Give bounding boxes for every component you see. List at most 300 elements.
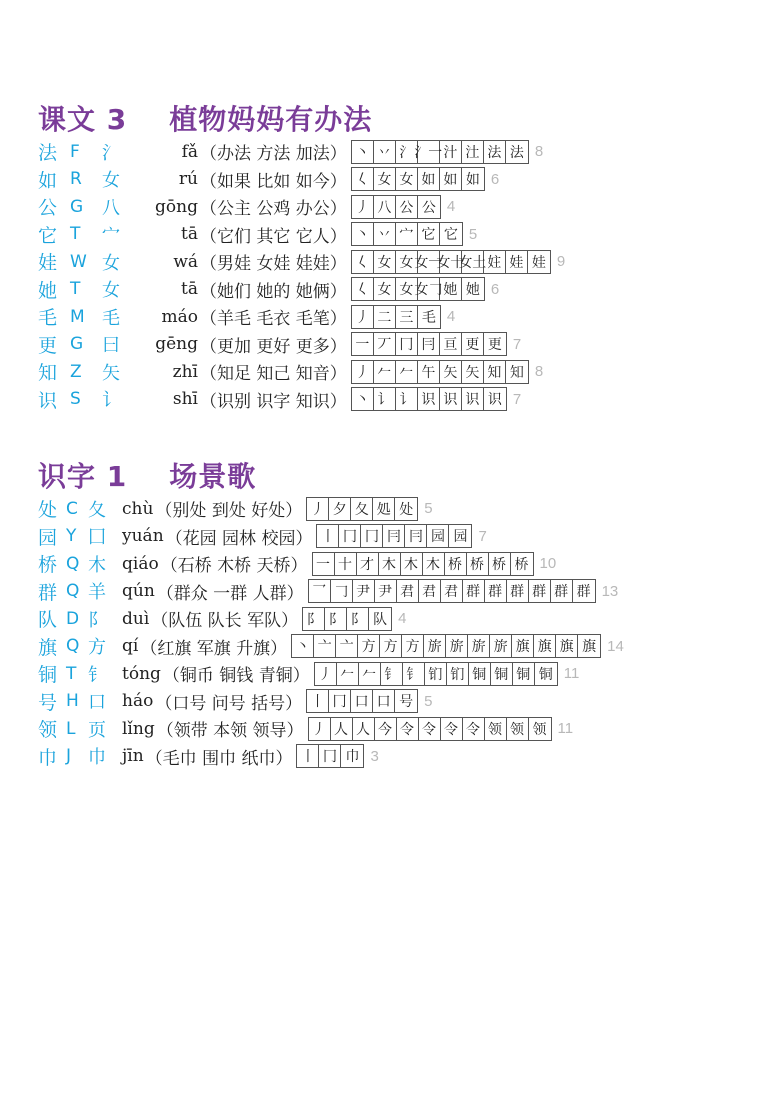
stroke-step: 钅 <box>381 663 403 685</box>
stroke-count: 7 <box>512 390 522 408</box>
stroke-step: 女土 <box>462 251 484 273</box>
stroke-step: 园 <box>427 525 449 547</box>
character-row <box>38 550 624 578</box>
stroke-step: 冂 <box>329 690 351 712</box>
stroke-order-grid <box>296 744 364 768</box>
stroke-order-grid <box>351 332 507 356</box>
character-row <box>38 303 565 331</box>
example-words: （它们 其它 它人） <box>200 226 347 247</box>
initial-letter: G <box>70 334 84 355</box>
example-words: （铜币 铜钱 青铜） <box>162 666 310 687</box>
stroke-order-grid <box>291 634 601 658</box>
stroke-count: 11 <box>557 720 574 738</box>
stroke-step: 桥 <box>445 553 467 575</box>
character: 铜 <box>38 664 58 687</box>
stroke-order-grid <box>351 250 551 274</box>
stroke-order-grid <box>308 717 552 741</box>
stroke-count: 8 <box>534 363 544 381</box>
stroke-step: 女一 <box>418 251 440 273</box>
radical: 方 <box>88 637 106 659</box>
stroke-order-grid <box>351 305 441 329</box>
stroke-step: 她 <box>440 278 462 300</box>
stroke-step: 阝 <box>325 608 347 630</box>
stroke-step: 娃 <box>506 251 528 273</box>
stroke-step: 钔 <box>447 663 469 685</box>
lesson-section <box>38 457 624 770</box>
pinyin: duì <box>122 608 150 629</box>
pinyin: qiáo <box>122 553 159 574</box>
initial-letter: C <box>66 498 78 519</box>
character: 队 <box>38 609 58 632</box>
radical: 页 <box>88 719 106 741</box>
stroke-step: 桥 <box>489 553 511 575</box>
radical: 巾 <box>88 747 106 769</box>
stroke-step: 乛 <box>309 580 331 602</box>
stroke-step: 如 <box>465 172 480 189</box>
section-number: 识字 1 <box>38 460 128 493</box>
stroke-step: 三 <box>396 306 418 328</box>
character-row <box>38 688 624 716</box>
radical: 夂 <box>88 499 106 521</box>
stroke-step: 娃 <box>531 254 546 271</box>
example-words: （毛巾 围巾 纸巾） <box>145 748 293 769</box>
stroke-order-grid <box>351 277 485 301</box>
stroke-step: 𡿨 <box>352 251 374 273</box>
example-words: （男娃 女娃 娃娃） <box>200 254 347 275</box>
section-name: 植物妈妈有办法 <box>169 103 373 136</box>
stroke-step: 如 <box>418 168 440 190</box>
section-title <box>38 457 624 495</box>
stroke-step: 冂 <box>361 525 383 547</box>
stroke-step: 処 <box>373 498 395 520</box>
example-words: （公主 公鸡 办公） <box>200 199 347 220</box>
radical: 钅 <box>88 664 106 686</box>
example-words: （她们 她的 她俩） <box>200 281 347 302</box>
stroke-order-grid <box>351 140 529 164</box>
stroke-step: 铜 <box>538 666 553 683</box>
initial-letter: D <box>66 608 80 629</box>
character: 领 <box>38 719 58 742</box>
stroke-step: 丨 <box>317 525 339 547</box>
stroke-step: 亘 <box>440 333 462 355</box>
stroke-step: 妵 <box>484 251 506 273</box>
character: 处 <box>38 499 58 522</box>
character-row <box>38 358 565 386</box>
stroke-step: 识 <box>487 392 502 409</box>
pinyin: tóng <box>122 663 161 684</box>
initial-letter: R <box>70 169 82 190</box>
stroke-step: 群 <box>463 580 485 602</box>
stroke-step: 更 <box>462 333 484 355</box>
character-row <box>38 386 565 414</box>
stroke-step: 令 <box>397 718 419 740</box>
initial-letter: J <box>66 746 72 767</box>
example-words: （知足 知己 知音） <box>200 364 347 385</box>
example-words: （羊毛 毛衣 毛笔） <box>200 309 347 330</box>
character-row <box>38 743 624 771</box>
stroke-step: 它 <box>443 227 458 244</box>
stroke-step: 女 <box>396 278 418 300</box>
stroke-count: 8 <box>534 143 544 161</box>
character-row <box>38 715 624 743</box>
stroke-step: 丿 <box>315 663 337 685</box>
example-words: （石桥 木桥 天桥） <box>160 556 308 577</box>
stroke-step: 阝 <box>303 608 325 630</box>
radical: 毛 <box>102 307 120 329</box>
character-row <box>38 221 565 249</box>
stroke-step: 旗 <box>512 635 534 657</box>
stroke-step: 丷 <box>374 141 396 163</box>
character-row <box>38 166 565 194</box>
stroke-step: 丆 <box>374 333 396 355</box>
stroke-step: 𠂉 <box>374 361 396 383</box>
stroke-step: 君 <box>397 580 419 602</box>
stroke-step: 桥 <box>467 553 489 575</box>
stroke-step: 铜 <box>491 663 513 685</box>
radical: 木 <box>88 554 106 576</box>
stroke-order-grid <box>351 387 507 411</box>
radical: 阝 <box>88 609 106 631</box>
stroke-step: 亠 <box>336 635 358 657</box>
stroke-step: 汢 <box>462 141 484 163</box>
stroke-step: 方 <box>358 635 380 657</box>
stroke-count: 9 <box>556 253 566 271</box>
stroke-count: 10 <box>539 555 557 573</box>
character-row <box>38 605 624 633</box>
stroke-step: 冂 <box>319 745 341 767</box>
character: 桥 <box>38 554 58 577</box>
character-row <box>38 331 565 359</box>
stroke-step: 群 <box>507 580 529 602</box>
stroke-step: 女 <box>396 168 418 190</box>
character: 她 <box>38 279 58 302</box>
stroke-count: 7 <box>478 527 487 545</box>
stroke-step: 园 <box>453 529 468 546</box>
stroke-count: 14 <box>607 637 624 655</box>
initial-letter: Q <box>66 553 80 574</box>
initial-letter: T <box>66 663 77 684</box>
stroke-step: 丶 <box>352 141 374 163</box>
stroke-step: 丶 <box>352 223 374 245</box>
stroke-step: 人 <box>331 718 353 740</box>
stroke-count: 4 <box>398 610 407 628</box>
stroke-step: 𡿨 <box>352 278 374 300</box>
initial-letter: Y <box>66 526 77 547</box>
character-row <box>38 138 565 166</box>
stroke-step: 女十 <box>440 251 462 273</box>
character-row <box>38 248 565 276</box>
initial-letter: F <box>70 141 80 162</box>
pinyin: qí <box>122 636 139 657</box>
character-row <box>38 495 624 523</box>
example-words: （领带 本领 领导） <box>156 721 304 742</box>
stroke-step: 人 <box>353 718 375 740</box>
stroke-count: 7 <box>512 335 522 353</box>
stroke-step: 知 <box>484 361 506 383</box>
character: 它 <box>38 224 58 247</box>
radical: 八 <box>102 197 120 219</box>
pinyin: zhī <box>172 361 198 382</box>
character: 巾 <box>38 746 58 769</box>
stroke-count: 5 <box>468 225 478 243</box>
stroke-step: 𠃌 <box>331 580 353 602</box>
stroke-step: 识 <box>418 388 440 410</box>
stroke-step: 知 <box>509 364 524 381</box>
stroke-order-grid <box>351 167 485 191</box>
initial-letter: S <box>70 389 81 410</box>
stroke-order-grid <box>306 689 418 713</box>
pinyin: yuán <box>122 526 164 547</box>
stroke-step: 丨 <box>297 745 319 767</box>
radical: 女 <box>102 252 120 274</box>
pinyin: chù <box>122 498 154 519</box>
initial-letter: H <box>66 691 79 712</box>
initial-letter: Z <box>70 361 82 382</box>
character-list <box>38 495 624 770</box>
pinyin: tā <box>181 279 198 300</box>
pinyin: máo <box>161 306 198 327</box>
radical: 羊 <box>88 582 106 604</box>
stroke-step: 丷 <box>374 223 396 245</box>
stroke-order-grid <box>302 607 392 631</box>
character: 更 <box>38 334 58 357</box>
stroke-step: 群 <box>576 584 591 601</box>
stroke-step: 冃 <box>405 525 427 547</box>
stroke-step: 更 <box>487 337 502 354</box>
example-words: （更加 更好 更多） <box>200 336 347 357</box>
stroke-step: 君 <box>441 580 463 602</box>
pinyin: jīn <box>122 746 144 767</box>
example-words: （群众 一群 人群） <box>156 583 304 604</box>
stroke-count: 5 <box>424 692 433 710</box>
character-row <box>38 633 624 661</box>
stroke-step: 钔 <box>425 663 447 685</box>
radical: 氵 <box>102 142 120 164</box>
stroke-step: 女 <box>374 251 396 273</box>
stroke-step: 讠 <box>396 388 418 410</box>
character-row <box>38 578 624 606</box>
stroke-step: 丶 <box>352 388 374 410</box>
radical: 口 <box>88 692 106 714</box>
character: 毛 <box>38 307 58 330</box>
stroke-step: 令 <box>419 718 441 740</box>
stroke-step: 群 <box>529 580 551 602</box>
character-row <box>38 660 624 688</box>
pinyin: háo <box>122 691 154 712</box>
stroke-order-grid <box>306 497 418 521</box>
stroke-step: 丿 <box>352 196 374 218</box>
initial-letter: T <box>70 279 81 300</box>
character: 公 <box>38 197 58 220</box>
stroke-step: 队 <box>373 611 388 628</box>
stroke-step: 𡿨 <box>352 168 374 190</box>
stroke-step: 群 <box>551 580 573 602</box>
initial-letter: L <box>66 718 76 739</box>
character: 识 <box>38 389 58 412</box>
stroke-step: 氵一 <box>418 141 440 163</box>
stroke-step: 旂 <box>490 635 512 657</box>
stroke-step: 铜 <box>469 663 491 685</box>
stroke-count: 11 <box>563 665 580 683</box>
stroke-step: 群 <box>485 580 507 602</box>
stroke-step: 君 <box>419 580 441 602</box>
stroke-step: 𠂉 <box>337 663 359 685</box>
stroke-step: 丶 <box>292 635 314 657</box>
character-row <box>38 193 565 221</box>
stroke-step: 口 <box>351 690 373 712</box>
stroke-step: 丿 <box>307 498 329 520</box>
pinyin: qún <box>122 581 155 602</box>
stroke-order-grid <box>316 524 472 548</box>
pinyin: tā <box>181 224 198 245</box>
stroke-order-grid <box>351 222 463 246</box>
stroke-step: 如 <box>440 168 462 190</box>
stroke-step: 令 <box>441 718 463 740</box>
stroke-step: 亠 <box>314 635 336 657</box>
stroke-step: 尹 <box>353 580 375 602</box>
character: 群 <box>38 581 58 604</box>
stroke-step: 毛 <box>421 309 436 326</box>
character: 号 <box>38 691 58 714</box>
stroke-step: 𠂉 <box>359 663 381 685</box>
stroke-step: 处 <box>399 501 414 518</box>
stroke-step: 二 <box>374 306 396 328</box>
example-words: （办法 方法 加法） <box>200 144 347 165</box>
pinyin: gēng <box>155 334 198 355</box>
character-row <box>38 523 624 551</box>
stroke-step: 识 <box>440 388 462 410</box>
stroke-step: 领 <box>532 721 547 738</box>
initial-letter: T <box>70 224 81 245</box>
stroke-step: 桥 <box>514 556 529 573</box>
pinyin: lǐng <box>122 718 155 739</box>
stroke-step: 一 <box>352 333 374 355</box>
stroke-step: 𠂉 <box>396 361 418 383</box>
stroke-step: 女 <box>374 278 396 300</box>
stroke-step: 它 <box>418 223 440 245</box>
example-words: （别处 到处 好处） <box>155 501 303 522</box>
stroke-step: 旂 <box>468 635 490 657</box>
stroke-step: 女 <box>396 251 418 273</box>
stroke-step: 铜 <box>513 663 535 685</box>
stroke-step: 夕 <box>329 498 351 520</box>
pinyin: gōng <box>155 196 198 217</box>
stroke-step: 方 <box>380 635 402 657</box>
stroke-step: 午 <box>418 361 440 383</box>
stroke-count: 6 <box>490 170 500 188</box>
stroke-step: 口 <box>373 690 395 712</box>
stroke-count: 4 <box>446 308 456 326</box>
stroke-step: 阝 <box>347 608 369 630</box>
stroke-step: 八 <box>374 196 396 218</box>
section-name: 场景歌 <box>169 460 257 493</box>
character: 法 <box>38 142 58 165</box>
stroke-step: 领 <box>485 718 507 740</box>
stroke-count: 4 <box>446 198 456 216</box>
stroke-step: 冂 <box>396 333 418 355</box>
stroke-step: 领 <box>507 718 529 740</box>
stroke-step: 十 <box>335 553 357 575</box>
example-words: （识别 识字 知识） <box>200 391 347 412</box>
stroke-step: 木 <box>401 553 423 575</box>
stroke-step: 女𠃌 <box>418 278 440 300</box>
stroke-step: 冃 <box>418 333 440 355</box>
stroke-step: 旗 <box>582 639 597 656</box>
stroke-count: 5 <box>424 500 433 518</box>
stroke-step: 公 <box>396 196 418 218</box>
radical: 宀 <box>102 225 120 247</box>
pinyin: wá <box>173 251 198 272</box>
initial-letter: M <box>70 306 85 327</box>
stroke-step: 才 <box>357 553 379 575</box>
stroke-step: 矢 <box>440 361 462 383</box>
stroke-step: 丿 <box>309 718 331 740</box>
stroke-step: 法 <box>484 141 506 163</box>
stroke-step: 尹 <box>375 580 397 602</box>
example-words: （队伍 队长 军队） <box>151 611 299 632</box>
example-words: （口号 问号 括号） <box>155 693 303 714</box>
stroke-step: 宀 <box>396 223 418 245</box>
stroke-step: 公 <box>421 199 436 216</box>
pinyin: shī <box>172 389 198 410</box>
radical: 囗 <box>88 527 106 549</box>
stroke-order-grid <box>308 579 596 603</box>
stroke-step: 讠 <box>374 388 396 410</box>
initial-letter: Q <box>66 636 80 657</box>
stroke-order-grid <box>314 662 558 686</box>
radical: 曰 <box>102 335 120 357</box>
section-number: 课文 3 <box>38 103 128 136</box>
stroke-count: 6 <box>490 280 500 298</box>
stroke-order-grid <box>351 360 529 384</box>
stroke-step: 丿 <box>352 306 374 328</box>
stroke-step: 女 <box>374 168 396 190</box>
pinyin: fǎ <box>181 141 198 162</box>
stroke-count: 3 <box>370 747 379 765</box>
character-list <box>38 138 565 413</box>
example-words: （红旗 军旗 升旗） <box>140 638 288 659</box>
stroke-step: 法 <box>509 144 524 161</box>
stroke-order-grid <box>312 552 534 576</box>
stroke-step: 氵 <box>396 141 418 163</box>
stroke-step: 夂 <box>351 498 373 520</box>
section-title <box>38 100 565 138</box>
stroke-step: 丨 <box>307 690 329 712</box>
character-row <box>38 276 565 304</box>
stroke-step: 冂 <box>339 525 361 547</box>
radical: 矢 <box>102 362 120 384</box>
stroke-step: 一 <box>313 553 335 575</box>
example-words: （如果 比如 如今） <box>200 171 347 192</box>
radical: 女 <box>102 170 120 192</box>
example-words: （花园 园林 校园） <box>165 528 313 549</box>
character: 知 <box>38 362 58 385</box>
initial-letter: Q <box>66 581 80 602</box>
initial-letter: G <box>70 196 84 217</box>
stroke-order-grid <box>351 195 441 219</box>
radical: 讠 <box>102 390 120 412</box>
stroke-step: 号 <box>399 694 414 711</box>
stroke-step: 丿 <box>352 361 374 383</box>
stroke-step: 旂 <box>424 635 446 657</box>
stroke-step: 钅 <box>403 663 425 685</box>
stroke-count: 13 <box>601 582 619 600</box>
stroke-step: 识 <box>462 388 484 410</box>
lesson-section <box>38 100 565 413</box>
pinyin: rú <box>178 169 198 190</box>
character: 娃 <box>38 252 58 275</box>
stroke-step: 巾 <box>345 749 360 766</box>
